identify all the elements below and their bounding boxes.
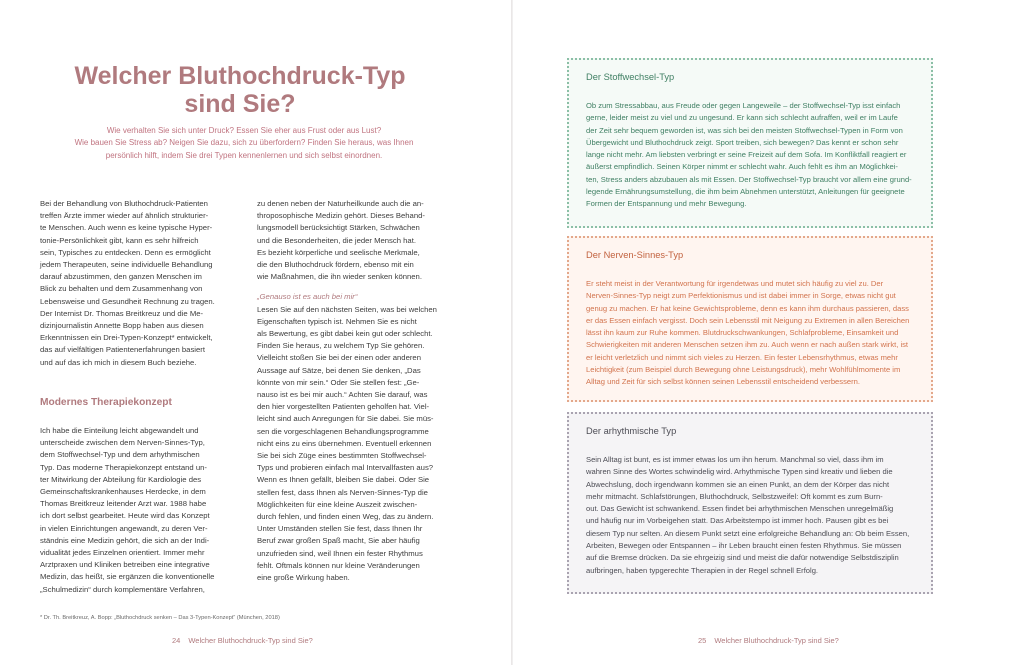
text-line: unterscheide zwischen dem Nerven-Sinnes-Typ, — [40, 438, 205, 448]
text-line: Übergewicht und Bluthochdruck zeigt. Sport treiben, sich bewegen? Das kennt er schon sehr — [586, 137, 899, 147]
text-line: Wenn es Ihnen gefällt, bleiben Sie dabei. Oder Sie — [257, 475, 430, 485]
text-line: den hier vorgestellten Patienten geholfen hat. Viel- — [257, 402, 430, 412]
text-line: Er steht meist in der Verantwortung für irgendetwas und mutet sich häufig zu viel zu. Der — [586, 279, 884, 288]
text-line: in vielen Einrichtungen angewandt, zu deren Ver- — [40, 523, 208, 533]
text-line: und die Besonderheiten, die jeder Mensch hat. — [257, 235, 416, 245]
text-line: auf die Bremse drücken. Da sie ehrgeizig sind und meist die dafür notwendige Selbstdisziplin — [586, 553, 899, 563]
text-line: wahren Sinne des Wortes schwindelig wird. Arhythmische Typen sind kreativ und lieben die — [586, 467, 893, 477]
nerven-sinnes-typ-box — [567, 236, 933, 402]
text-line: lange nicht mehr. Am liebsten verbringt er seine Freizeit auf dem Sofa. Im Konfliktfall reagiert er — [586, 150, 907, 160]
title-line: sind Sie? — [184, 90, 296, 118]
text-line: unzufrieden sind, weil Ihnen ein fester Rhythmus — [257, 548, 423, 558]
text-line: Arbeiten, Bewegen oder Entspannen – ihr Leben braucht einen festen Rhythmus. Sie müssen — [586, 541, 902, 551]
box-heading: Der Nerven-Sinnes-Typ — [586, 250, 684, 260]
text-line: jedem Therapeuten, seine individuelle Behandlung — [40, 260, 213, 270]
text-line: ter Mitwirkung der Abteilung für Kardiologie des — [40, 474, 202, 484]
text-line: und auf das ich mich in diesem Buch beziehe. — [40, 357, 197, 367]
text-line: ich dort selbst gearbeitet. Heute wird das Konzept — [40, 511, 210, 521]
paragraph — [40, 198, 250, 369]
text-line: er das Essen einfach vergisst. Doch sein Lebensstil mit Neigung zu Extremen in allen Bereichen — [586, 315, 910, 325]
paragraph — [40, 425, 250, 596]
text-line: wie Maßnahmen, die ihn wieder senken können. — [257, 272, 422, 282]
text-line: Vielleicht stoßen Sie bei der einen oder anderen — [257, 353, 421, 363]
text-line: Ich habe die Einteilung leicht abgewandelt und — [40, 426, 199, 435]
text-line: tonie-Persönlichkeit gibt, kann es sehr hilfreich — [40, 235, 199, 245]
text-line: Nerven-Sinnes-Typ neigt zum Perfektionismus und ist dabei immer in Sorge, etwas nicht gut — [586, 291, 896, 301]
page-number: 25 — [698, 636, 707, 645]
text-line: Ob zum Stressabbau, aus Freude oder gegen Langeweile – der Stoffwechsel-Typ isst einfach — [586, 101, 901, 110]
text-line: sein, Typisches zu entdecken. Denn es ermöglicht — [40, 247, 211, 257]
text-line: legende Ernährungsumstellung, die ihm beim Abnehmen unterstützt, Anleitungen für geeignete — [586, 187, 905, 197]
page-title — [60, 62, 420, 118]
quote-heading: „Genauso ist es auch bei mir“ — [257, 292, 358, 302]
text-line: Blick zu behalten und dem Zusammenhang von — [40, 284, 203, 294]
text-line: throposophische Medizin gehört. Dieses Behand- — [257, 211, 425, 221]
lead-line: Wie bauen Sie Stress ab? Neigen Sie dazu, sich zu überfordern? Finden Sie heraus, was Ihnen — [74, 138, 414, 148]
text-line: Sie bei sich Züge eines bestimmten Stoffwechsel- — [257, 451, 427, 461]
text-line: könnte von mir sein.“ Oder Sie stellen fest: „Ge- — [257, 377, 420, 387]
text-line: durch fehlen, und finden einen Weg, das zu ändern. — [257, 512, 434, 522]
body-column-1 — [40, 198, 250, 369]
text-line: Sein Alltag ist bunt, es ist immer etwas los um ihn herum. Manchmal so viel, dass ihm im — [586, 455, 884, 464]
text-line: Bei der Behandlung von Bluthochdruck-Patienten — [40, 199, 208, 208]
text-line: Typs und probieren einfach mal Intervallfasten aus? — [257, 463, 434, 473]
footnote: * Dr. Th. Breitkreuz, A. Bopp: „Bluthochdruck senken – Das 3-Typen-Konzept“ (München, 2018) — [40, 615, 280, 621]
text-line: Formen der Entspannung und mehr Bewegung. — [586, 199, 747, 209]
text-line: out. Das Gewicht ist schwankend. Essen findet bei arhythmischen Menschen unregelmäßig — [586, 504, 894, 514]
text-line: dem Stoffwechsel-Typ und dem arhythmischen — [40, 450, 200, 460]
text-line: Typ. Das moderne Therapiekonzept entstand un- — [40, 462, 207, 472]
box-text — [586, 100, 922, 211]
page-gutter — [511, 0, 513, 665]
running-head: Welcher Bluthochdruck-Typ sind Sie? — [188, 636, 313, 645]
text-line: nauso ist es bei mir auch.“ Achten Sie darauf, was — [257, 390, 428, 400]
text-line: lässt ihn kaum zur Ruhe kommen. Blutdruckschwankungen, Schlafprobleme, Einsamkeit und — [586, 328, 899, 338]
text-line: Lebensweise und Gesundheit Rechnung zu tragen. — [40, 296, 215, 306]
text-line: Medizin, das heißt, sie ergänzen die konventionelle — [40, 572, 215, 582]
text-line: mehr mitmacht. Schlafstörungen, Bluthochdruck, Selbstzweifel: Oft kommt es zum Burn- — [586, 491, 883, 501]
text-line: Beruf zwar großen Spaß macht, Sie aber häufig — [257, 536, 420, 546]
title-line: Welcher Bluthochdruck-Typ — [74, 62, 406, 90]
text-line: sen die vorgeschlagenen Behandlungsprogramme — [257, 426, 429, 436]
text-line: Leichtigkeit (zum Beispiel durch Bewegung ohne Leistungsdruck), mehr Wohlfühlmomente im — [586, 365, 901, 375]
text-line: diesem Typ nur selten. An diesem Punkt setzt eine erfolgreiche Behandlung an: Ob beim Essen, — [586, 528, 910, 538]
box-heading: Der arhythmische Typ — [586, 426, 677, 436]
text-line: Aussage auf Sätze, bei denen Sie denken, „Das — [257, 365, 421, 375]
text-line: Eigenschaften typisch ist. Nehmen Sie es nicht — [257, 316, 417, 326]
box-heading: Der Stoffwechsel-Typ — [586, 72, 675, 82]
text-line: „Schulmedizin“ durch komplementäre Verfahren, — [40, 584, 205, 594]
section-subhead: Modernes Therapiekonzept — [40, 397, 172, 408]
text-line: ständnis eine Medizin gehört, die sich an der Indi- — [40, 535, 210, 545]
text-line: Schwierigkeiten mit anderen Menschen setzen ihm zu. Auch wenn er nach außen stark wirkt, ist — [586, 340, 909, 350]
text-line: Es bezieht körperliche und seelische Merkmale, — [257, 247, 420, 257]
text-line: Alltag und Zeit für sich selbst können seinen Lebensstil entscheidend verbessern. — [586, 377, 860, 387]
text-line: Gemeinschaftskrankenhauses Herdecke, in dem — [40, 487, 206, 497]
text-line: als Bewertung, es gibt dabei kein gut oder schlecht. — [257, 329, 433, 339]
text-line: und häufig nur im Vorbeigehen statt. Das Arbeitstempo ist immer hoch. Pausen gibt es bei — [586, 516, 889, 526]
body-column-1b — [40, 425, 250, 596]
left-page-footer — [172, 636, 313, 645]
paragraph — [257, 198, 472, 283]
text-line: genug zu machen. Er hat keine Gewichtsprobleme, denn es kann ihm durchaus passieren, dass — [586, 303, 909, 313]
text-line: eine große Wirkung haben. — [257, 573, 350, 583]
arhythmischer-typ-box — [567, 412, 933, 594]
quote-subhead — [257, 291, 472, 303]
text-line: äußerst empfindlich. Seinen Körper nimmt er schlecht wahr. Auch fehlt es ihm an Möglichkei- — [586, 162, 898, 172]
text-line: Finden Sie heraus, zu welchem Typ Sie gehören. — [257, 341, 425, 351]
lead-line: persönlich hilft, indem Sie drei Typen kennenlernen und sich selbst einordnen. — [105, 150, 383, 160]
text-line: leicht sind auch Anregungen für Sie dabei. Sie müs- — [257, 414, 434, 424]
text-line: das auf vielfältigen Patientenerfahrungen basiert — [40, 345, 205, 355]
text-line: te Menschen. Auch wenn es keine typische Hyper- — [40, 223, 213, 233]
stoffwechsel-typ-box — [567, 58, 933, 228]
text-line: treffen Ärzte immer wieder auf ähnlich strukturier- — [40, 211, 209, 221]
right-page-footer — [698, 636, 839, 645]
intro-lead — [48, 125, 440, 162]
running-head: Welcher Bluthochdruck-Typ sind Sie? — [714, 636, 839, 645]
text-line: stellen fest, dass Ihnen als Nerven-Sinnes-Typ die — [257, 487, 428, 497]
text-line: Erkenntnissen ein Drei-Typen-Konzept* entwickelt, — [40, 333, 213, 343]
text-line: ten, Stress anders abzubauen als mit Essen. Der Stoffwechsel-Typ braucht vor allem eine grund- — [586, 174, 912, 184]
box-text — [586, 278, 922, 389]
text-line: fehlt. Oftmals können nur kleine Veränderungen — [257, 560, 420, 570]
text-line: Der Internist Dr. Thomas Breitkreuz und die Me- — [40, 308, 204, 318]
text-line: Möglichkeiten für eine kleine Auszeit zwischen- — [257, 499, 418, 509]
text-line: Unter Umständen stellen Sie fest, dass Ihnen Ihr — [257, 524, 423, 534]
text-line: darauf abzustimmen, den ganzen Menschen im — [40, 272, 202, 282]
text-line: vidualität jedes Einzelnen orientiert. Immer mehr — [40, 548, 205, 558]
lead-line: Wie verhalten Sie sich unter Druck? Essen Sie eher aus Frust oder aus Lust? — [106, 126, 382, 135]
text-line: Arztpraxen und Kliniken betreiben eine integrative — [40, 560, 210, 570]
text-line: lungsmodell berücksichtigt Stärken, Schwächen — [257, 223, 420, 233]
paragraph — [257, 304, 472, 585]
text-line: die den Bluthochdruck fördern, ebenso mit ein — [257, 260, 414, 270]
text-line: zu denen neben der Naturheilkunde auch die an- — [257, 199, 424, 208]
text-line: Lesen Sie auf den nächsten Seiten, was bei welchen — [257, 304, 437, 314]
text-line: gerne, leider meist zu viel und zu ungesund. Er kann sich schlecht aufraffen, weil er im Laufe — [586, 113, 898, 123]
body-column-2 — [257, 198, 472, 584]
text-line: dizinjournalistin Annette Bopp haben aus diesen — [40, 321, 204, 331]
text-line: nicht eins zu eins übernehmen. Eventuell erkennen — [257, 438, 432, 448]
text-line: der Zeit sehr bequem geworden ist, was sich bei den meisten Stoffwechsel-Typen in Form von — [586, 125, 903, 135]
box-text — [586, 454, 922, 577]
text-line: er leicht verletzlich und nimmt sich vieles zu Herzen. Ein fester Lebensrhythmus, etwas mehr — [586, 352, 898, 362]
page-number: 24 — [172, 636, 181, 645]
text-line: Abwechslung, doch irgendwann kommen sie an einen Punkt, an dem der Körper das nicht — [586, 479, 890, 489]
text-line: aufbringen, haben typgerechte Therapien in der Regel schnell Erfolg. — [586, 565, 819, 575]
text-line: Thomas Breitkreuz leitender Arzt war. 1988 habe — [40, 499, 207, 509]
